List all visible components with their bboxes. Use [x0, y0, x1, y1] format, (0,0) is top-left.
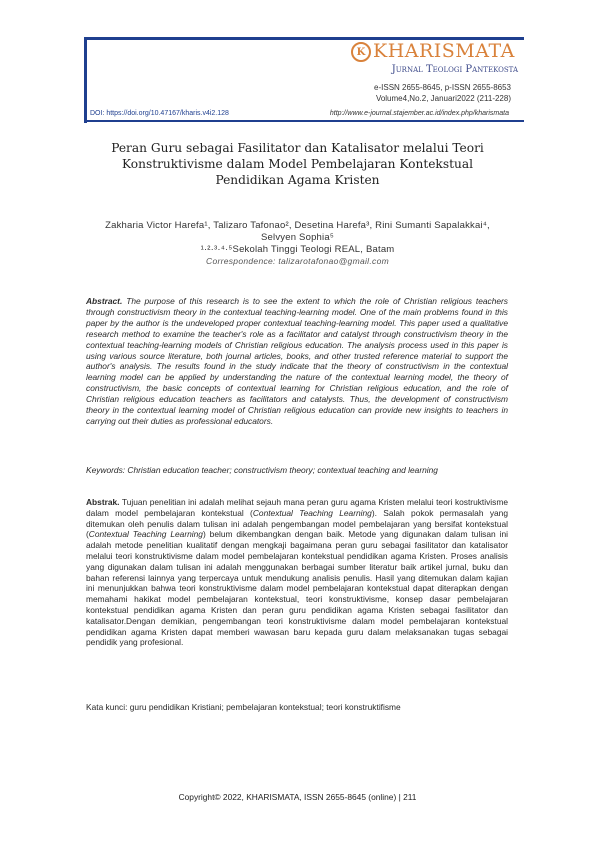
page-footer: Copyright© 2022, KHARISMATA, ISSN 2655-8645 (online) | 211: [178, 792, 417, 802]
keywords-indonesian: Kata kunci: guru pendidikan Kristiani; pembelajaran kontekstual; teori konstruktifisme: [86, 702, 401, 712]
affiliation: ¹·²·³·⁴·⁵Sekolah Tinggi Teologi REAL, Batam: [200, 244, 395, 255]
abstract-indonesian-text-3: ) belum dikembangkan dengan baik. Metode yang digunakan dalam tulisan ini adalah metode penelitian kualitatif dengan mengkaji bagaimana peran guru sebagai fasilitator dan katalisator melalui teori konstruktivisme dalam model pembelajaran kontekstual pendidikan agama Kristen. Proses analisis yang digunakan dalam tulisan ini adalah menggunakan berbagai sumber literatur baik artikel jurnal, buku dan bahan referensi lainnya yang terpercaya untuk mendukung analisis penulis. Hasil yang ditemukan dalam kajian ini menunjukkan bahwa teori konstruktivisme dalam model pembelajaran kontekstual dapat diterapkan dengan memahami hakikat model pembelajaran kontekstual, teori konstruktivisme, konsep dasar pembelajaran kontekstual pendidikan agama Kristen dan peran guru pendidikan agama Kristen sebagai fasilitator dan katalisator.Dengan demikian, pengembangan teori konstruktivisme dalam model pembelajaran kontekstual pendidikan agama Kristen dapat memberi wawasan baru kepada guru dalam melaksanakan tugas sebagai pendidik yang profesional.: [86, 529, 508, 648]
doi-link[interactable]: DOI: https://doi.org/10.47167/kharis.v4i2.128: [90, 110, 229, 117]
author-list: Zakharia Victor Harefa¹, Talizaro Tafonao², Desetina Harefa³, Rini Sumanti Sapalakkai⁴, Selvyen Sophia⁵: [105, 220, 490, 243]
abstract-english: [86, 296, 508, 427]
correspondence-email: Correspondence: talizarotafonao@gmail.com: [206, 256, 389, 266]
abstract-english-text: The purpose of this research is to see the extent to which the role of Christian religious teachers through constructivism theory in the contextual teaching-learning model. One of the main problems found in this paper by the author is the undeveloped proper contextual teaching-learning model. This paper used a qualitative research method to examine the teacher's role as a facilitator and catalyst through constructivism theory in the contextual teaching-learning models of Christian religious education. The analysis process used in this paper is using various source literature, both journal articles, books, and other trusted reference material to support the author's analysis. The results found in the study indicate that the theory of constructivism in the contextual learning model can be applied by understanding the nature of the contextual learning model, the theory of constructivism, the basic concepts of contextual learning for Christian religious education, and the role of Christian religious education teachers as facilitators and catalysts. Thus, the development of constructivism theory in the contextual learning model of Christian religious education can provide new insights to teachers in carrying out their duties as professional educators.: [86, 296, 508, 426]
abstract-indonesian-text-2: ). Salah pokok permasalah yang ditemukan oleh penulis dalam tulisan ini adalah pengembangan model pembelajaran yang bersifat kontekstual (: [86, 507, 508, 540]
journal-logo-mark-icon: K: [351, 42, 371, 62]
journal-brand-name: KHARISMATA: [373, 40, 515, 62]
abstract-indonesian-label: Abstrak.: [86, 497, 120, 507]
paper-title: Peran Guru sebagai Fasilitator dan Katalisator melalui Teori Konstruktivisme dalam Model Pembelajaran Kontekstual Pendidikan Agama Kristen: [111, 141, 484, 187]
keywords-english: Keywords: Christian education teacher; constructivism theory; contextual teaching and learning: [86, 465, 438, 475]
journal-logo: [351, 42, 526, 80]
abstract-english-label: Abstract.: [86, 296, 123, 306]
header-rule: [84, 120, 524, 122]
volume-line: Volume4,No.2, Januari2022 (211-228): [375, 94, 511, 103]
journal-url-link[interactable]: http://www.e-journal.stajember.ac.id/index.php/kharismata: [329, 110, 509, 117]
journal-brand-subtitle: Jurnal Teologi Pantekosta: [391, 64, 518, 75]
abstract-indonesian: [86, 497, 508, 648]
issn-line: e-ISSN 2655-8645, p-ISSN 2655-8653: [374, 83, 511, 92]
abstract-indonesian-term-2: Contextual Teaching Learning: [88, 529, 203, 540]
abstract-indonesian-text-1: Tujuan penelitian ini adalah melihat sejauh mana peran guru agama Kristen melalui teori kostruktivisme dalam model pembelajaran kontekstual (: [86, 497, 508, 518]
abstract-indonesian-term-1: Contextual Teaching Learning: [252, 507, 372, 518]
